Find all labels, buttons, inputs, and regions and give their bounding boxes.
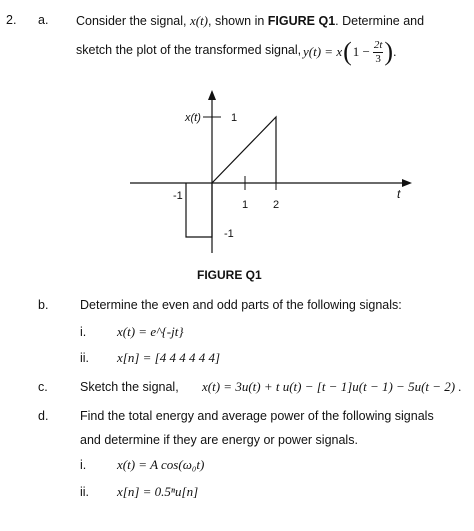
part-c-expr: x(t) = 3u(t) + t u(t) − [t − 1]u(t − 1) − 5u(t − 2) . [202,379,462,394]
x-tick-label-1: 1 [242,199,249,211]
figure-caption: FIGURE Q1 [197,268,262,282]
x-tick-label-neg: -1 [173,190,183,202]
part-b-text: Determine the even and odd parts of the following signals: [80,298,402,312]
part-a-line1-pre: Consider the signal, [76,14,187,28]
y-axis-label: x(t) [185,112,201,124]
part-d-item-1-expr: x(t) = A cos(ω₀t) [117,457,205,472]
right-paren: ) [384,37,394,66]
part-d-item-1-num: i. [80,458,87,472]
part-a-line1-mid: , shown in [208,14,265,28]
part-b-item-2-num: ii. [80,351,90,365]
fraction-numerator: 2t [373,38,383,51]
left-paren: ( [343,37,352,66]
y-axis-arrow [208,90,216,100]
figure-reference: FIGURE Q1 [267,14,336,28]
part-d-item-2-num: ii. [80,485,90,499]
part-d-letter: d. [38,409,49,423]
formula-lhs: y(t) = x [303,44,343,59]
part-b-item-1-expr: x(t) = e^{-jt} [117,324,184,339]
x-tick-label-2: 2 [273,199,280,211]
part-a-line2-pre: sketch the plot of the transformed signal, [76,43,302,57]
signal-x-name: x(t) [189,13,209,28]
formula-inner-pre: 1 − [352,44,370,59]
part-d-line2: and determine if they are energy or power signals. [80,433,358,447]
question-number: 2. [6,13,17,27]
part-b-letter: b. [38,298,49,312]
part-a-line1-post: . Determine and [335,14,425,28]
y-tick-label-neg: -1 [224,228,234,240]
part-c-text: Sketch the signal, [80,380,179,394]
x-axis-label: t [397,187,401,201]
part-b-item-2-expr: x[n] = [4 4 4 4 4 4] [117,350,221,365]
part-b-item-1-num: i. [80,325,87,339]
signal-waveform [186,117,276,237]
part-d-line1: Find the total energy and average power of the following signals [80,409,434,423]
part-d-item-2-expr: x[n] = 0.5ⁿu[n] [117,484,199,499]
formula-tail: . [393,44,397,59]
part-c-letter: c. [38,380,48,394]
y-tick-label-pos: 1 [231,112,238,124]
part-a-letter: a. [38,13,49,27]
x-axis-arrow [402,179,412,187]
fraction-denominator: 3 [375,52,381,65]
